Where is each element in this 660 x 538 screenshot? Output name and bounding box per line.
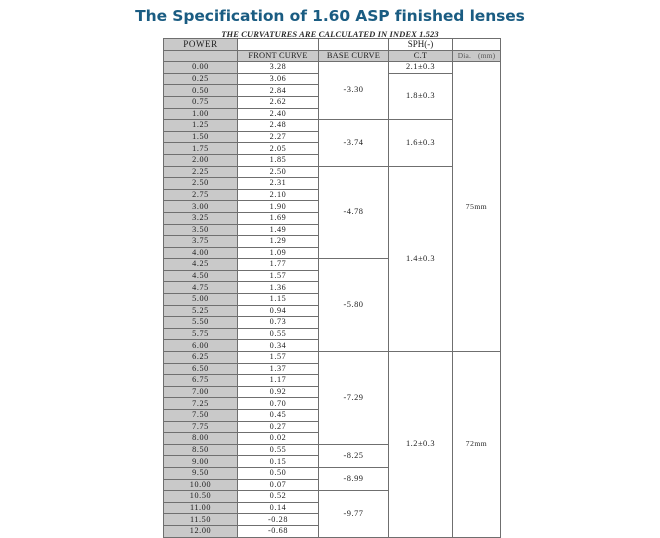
- cell-power: 5.75: [164, 328, 238, 340]
- cell-front-curve: 0.45: [238, 410, 319, 422]
- page-title: The Specification of 1.60 ASP finished lenses: [135, 7, 525, 25]
- cell-front-curve: 1.57: [238, 352, 319, 364]
- cell-power: 9.50: [164, 467, 238, 479]
- cell-front-curve: 0.15: [238, 456, 319, 468]
- header-power-spacer: [164, 50, 238, 62]
- header-dia: [453, 50, 501, 62]
- table-header-row-1: [164, 39, 501, 51]
- cell-front-curve: 2.05: [238, 143, 319, 155]
- cell-ct: 1.6±0.3: [389, 120, 453, 166]
- header-spacer-front: [238, 39, 319, 51]
- cell-front-curve: 0.92: [238, 386, 319, 398]
- cell-front-curve: -0.28: [238, 514, 319, 526]
- cell-base-curve: -3.30: [319, 62, 389, 120]
- cell-front-curve: 1.15: [238, 294, 319, 306]
- cell-power: 8.50: [164, 444, 238, 456]
- cell-base-curve: -8.25: [319, 444, 389, 467]
- cell-dia: 75mm: [453, 62, 501, 352]
- cell-power: 0.50: [164, 85, 238, 97]
- table-header-row-2: [164, 50, 501, 62]
- cell-power: 12.00: [164, 525, 238, 537]
- header-dia-unit: (mm): [478, 51, 496, 61]
- cell-power: 11.50: [164, 514, 238, 526]
- cell-front-curve: 2.10: [238, 189, 319, 201]
- table-row: [164, 62, 501, 74]
- cell-front-curve: 1.90: [238, 201, 319, 213]
- cell-base-curve: -8.99: [319, 467, 389, 490]
- cell-power: 7.50: [164, 410, 238, 422]
- cell-front-curve: 0.55: [238, 328, 319, 340]
- cell-base-curve: -9.77: [319, 491, 389, 537]
- cell-front-curve: 0.52: [238, 491, 319, 503]
- cell-power: 3.00: [164, 201, 238, 213]
- cell-power: 3.25: [164, 212, 238, 224]
- cell-power: 6.00: [164, 340, 238, 352]
- table-header: [164, 39, 501, 62]
- cell-front-curve: -0.68: [238, 525, 319, 537]
- specification-table: [163, 38, 501, 538]
- cell-base-curve: -5.80: [319, 259, 389, 352]
- cell-power: 2.25: [164, 166, 238, 178]
- cell-base-curve: -7.29: [319, 352, 389, 445]
- header-power: POWER: [164, 39, 238, 51]
- table-row: [164, 120, 501, 132]
- cell-front-curve: 0.02: [238, 433, 319, 445]
- header-spacer-base: [319, 39, 389, 51]
- cell-power: 9.00: [164, 456, 238, 468]
- cell-front-curve: 0.27: [238, 421, 319, 433]
- cell-power: 4.50: [164, 270, 238, 282]
- cell-power: 2.50: [164, 178, 238, 190]
- cell-front-curve: 2.50: [238, 166, 319, 178]
- cell-power: 2.00: [164, 154, 238, 166]
- cell-front-curve: 0.34: [238, 340, 319, 352]
- cell-ct: 1.8±0.3: [389, 73, 453, 119]
- header-ct: C.T: [389, 50, 453, 62]
- cell-power: 1.25: [164, 120, 238, 132]
- cell-power: 1.75: [164, 143, 238, 155]
- table-row: [164, 166, 501, 178]
- cell-front-curve: 1.49: [238, 224, 319, 236]
- cell-power: 4.25: [164, 259, 238, 271]
- cell-power: 4.00: [164, 247, 238, 259]
- cell-ct: 1.4±0.3: [389, 166, 453, 352]
- cell-power: 5.25: [164, 305, 238, 317]
- cell-power: 7.75: [164, 421, 238, 433]
- table-row: [164, 352, 501, 364]
- title-block: [0, 0, 660, 39]
- cell-ct: 2.1±0.3: [389, 62, 453, 74]
- cell-power: 5.50: [164, 317, 238, 329]
- cell-front-curve: 2.40: [238, 108, 319, 120]
- cell-power: 0.25: [164, 73, 238, 85]
- cell-power: 4.75: [164, 282, 238, 294]
- cell-power: 0.75: [164, 96, 238, 108]
- cell-front-curve: 0.73: [238, 317, 319, 329]
- cell-front-curve: 3.06: [238, 73, 319, 85]
- cell-front-curve: 1.36: [238, 282, 319, 294]
- cell-front-curve: 1.17: [238, 375, 319, 387]
- cell-front-curve: 1.77: [238, 259, 319, 271]
- header-base-curve: BASE CURVE: [319, 50, 389, 62]
- cell-front-curve: 0.94: [238, 305, 319, 317]
- cell-front-curve: 1.29: [238, 236, 319, 248]
- cell-base-curve: -4.78: [319, 166, 389, 259]
- cell-front-curve: 2.31: [238, 178, 319, 190]
- cell-power: 7.00: [164, 386, 238, 398]
- cell-front-curve: 1.85: [238, 154, 319, 166]
- cell-front-curve: 0.14: [238, 502, 319, 514]
- cell-front-curve: 3.28: [238, 62, 319, 74]
- cell-power: 6.25: [164, 352, 238, 364]
- cell-power: 10.00: [164, 479, 238, 491]
- cell-front-curve: 2.27: [238, 131, 319, 143]
- cell-front-curve: 0.70: [238, 398, 319, 410]
- cell-front-curve: 1.69: [238, 212, 319, 224]
- cell-ct: 1.2±0.3: [389, 352, 453, 538]
- cell-front-curve: 0.55: [238, 444, 319, 456]
- cell-power: 0.00: [164, 62, 238, 74]
- cell-dia: 72mm: [453, 352, 501, 538]
- cell-power: 3.50: [164, 224, 238, 236]
- cell-front-curve: 2.62: [238, 96, 319, 108]
- header-sph-group: SPH(-): [389, 39, 453, 51]
- cell-front-curve: 2.84: [238, 85, 319, 97]
- cell-base-curve: -3.74: [319, 120, 389, 166]
- cell-front-curve: 1.57: [238, 270, 319, 282]
- page-subtitle: THE CURVATURES ARE CALCULATED IN INDEX 1.523: [221, 28, 439, 39]
- table-body: [164, 62, 501, 537]
- cell-power: 6.75: [164, 375, 238, 387]
- cell-front-curve: 1.37: [238, 363, 319, 375]
- cell-power: 1.50: [164, 131, 238, 143]
- cell-front-curve: 2.48: [238, 120, 319, 132]
- cell-front-curve: 0.07: [238, 479, 319, 491]
- cell-power: 2.75: [164, 189, 238, 201]
- cell-power: 5.00: [164, 294, 238, 306]
- cell-power: 6.50: [164, 363, 238, 375]
- specification-table-wrap: [163, 38, 500, 538]
- cell-power: 8.00: [164, 433, 238, 445]
- cell-front-curve: 0.50: [238, 467, 319, 479]
- cell-front-curve: 1.09: [238, 247, 319, 259]
- header-spacer-dia: [453, 39, 501, 51]
- header-dia-label: Dia.: [457, 51, 472, 61]
- cell-power: 11.00: [164, 502, 238, 514]
- cell-power: 1.00: [164, 108, 238, 120]
- header-front-curve: FRONT CURVE: [238, 50, 319, 62]
- cell-power: 3.75: [164, 236, 238, 248]
- cell-power: 10.50: [164, 491, 238, 503]
- cell-power: 7.25: [164, 398, 238, 410]
